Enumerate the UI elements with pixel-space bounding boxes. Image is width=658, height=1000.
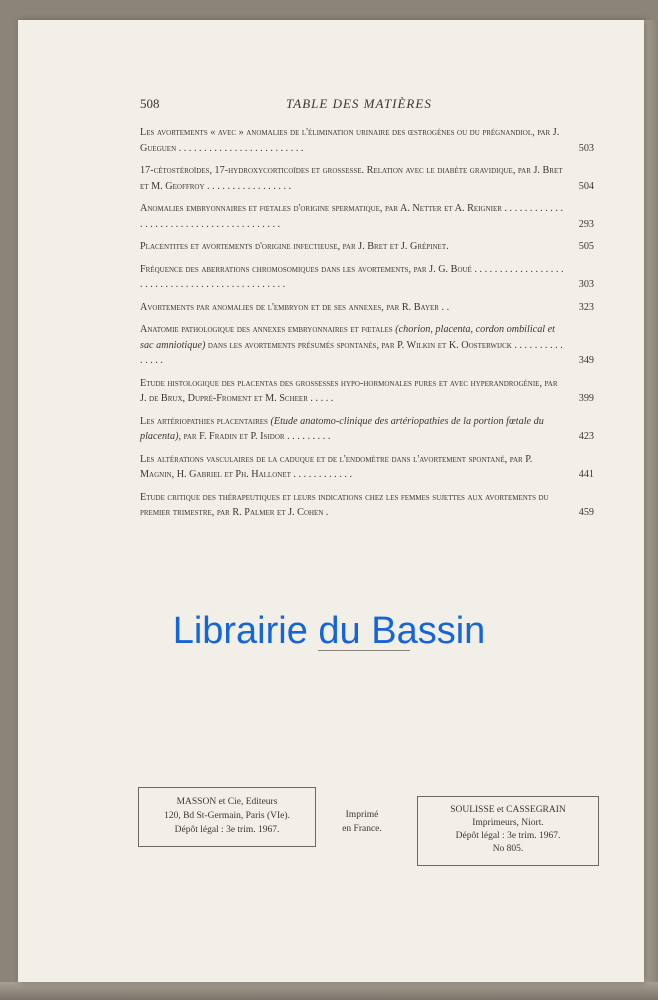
toc-entry: [140, 322, 594, 369]
toc-entry-page: 441: [578, 469, 594, 480]
imprint-line: MASSON et Cie, Editeurs: [176, 797, 278, 807]
toc-entry-text: Les altérations vasculaires de la caduque et de l'endomètre dans l'avortement spontané, par P. Magnin, H. Gabriel et Ph. Hallonet . . . . . . . . . . . .: [140, 453, 533, 480]
toc-entry-page: 349: [578, 355, 594, 366]
toc-entry-text: Fréquence des aberrations chromosomiques dans les avortements, par J. G. Boué . . . . . . . . . . . . . . . . . . . . . . . . . . . . . . . . . . . . . . . . . . . . . . .: [140, 263, 564, 290]
toc-entry: [140, 452, 594, 483]
imprint-line: No 805.: [492, 844, 524, 854]
toc-entry-page: 504: [578, 180, 594, 192]
toc-entry-text: Anomalies embryonnaires et fœtales d'origine spermatique, par A. Netter et A. Reignier . . . . . . . . . . . . . . . . . . . . . . . . . . . . . . . . . . . . . . . .: [140, 203, 564, 230]
toc-entry-page: 323: [578, 301, 594, 313]
toc-entry: [140, 414, 594, 445]
toc-entry-text: 17-cétostéroïdes, 17-hydroxycorticoïdes et grossesse. Relation avec le diabète gravidique, par J. Bret et M. Geoffroy . . . . . . . . . . . . . . . . .: [140, 165, 563, 192]
toc-entry-text: Anatomie pathologique des annexes embryonnaires et fœtales: [140, 324, 396, 335]
toc-entry-text-end: , par F. Fradin et P. Isidor . . . . . . . . .: [178, 431, 331, 442]
toc-entry-page: 399: [578, 393, 594, 404]
toc-entry: [140, 490, 594, 521]
toc-entry-italic: (chorion, placenta, cordon ombilical et sac amniotique): [140, 324, 556, 351]
toc-entry-page: 293: [578, 218, 594, 230]
toc-entry-page: 459: [578, 507, 594, 518]
publisher-imprint: [138, 787, 316, 847]
imprint-line: Dépôt légal : 3e trim. 1967.: [174, 825, 280, 835]
imprint-line: en France.: [342, 824, 382, 834]
imprint-line: Dépôt légal : 3e trim. 1967.: [455, 831, 561, 841]
page-number: 508: [140, 96, 160, 111]
watermark-text: Librairie du Bassin: [172, 610, 486, 652]
imprint-line: 120, Bd St-Germain, Paris (VIe).: [164, 811, 290, 821]
toc-entry-italic: (Etude anatomo-clinique des artériopathies de la portion fœtale du placenta): [140, 415, 544, 442]
toc-entry-text: Les avortements « avec » anomalies de l'élimination urinaire des œstrogènes ou du prégnandiol, par J. Gueguen . . . . . . . . . . . . . . . . . . . . . . . . .: [140, 127, 560, 154]
imprint-line: SOULISSE et CASSEGRAIN: [450, 805, 566, 815]
page-header: [140, 96, 594, 114]
toc-entry: [140, 163, 594, 194]
toc-entry-text: Placentites et avortements d'origine infectieuse, par J. Bret et J. Grépinet.: [140, 241, 449, 252]
toc-entry-page: 503: [578, 142, 594, 154]
toc-entry-text: Avortements par anomalies de l'embryon et de ses annexes, par R. Bayer . .: [140, 301, 450, 313]
page-bottom-edge: [0, 982, 658, 1000]
toc-entry: [140, 262, 594, 293]
table-of-contents: [140, 125, 594, 528]
imprint-line: Imprimeurs, Niort.: [472, 818, 544, 828]
toc-entry: [140, 201, 594, 232]
toc-entry-text: Les artériopathies placentaires: [140, 415, 271, 427]
toc-entry: [140, 376, 594, 407]
imprint-line: Imprimé: [345, 810, 379, 820]
toc-entry: [140, 300, 594, 316]
toc-entry-page: 505: [578, 241, 594, 252]
toc-entry-page: 303: [578, 279, 594, 290]
toc-entry-text: Etude critique des thérapeutiques et leurs indications chez les femmes sujettes aux avortements du premier trimestre, par R. Palmer et J. Cohen .: [140, 491, 549, 518]
toc-entry-text-end: dans les avortements présumés spontanés, par P. Wilkin et K. Oosterwijck . . . . . . . . . . . . . . .: [140, 339, 563, 366]
toc-entry: [140, 239, 594, 255]
running-title: TABLE DES MATIÈRES: [286, 96, 432, 111]
toc-entry-text: Etude histologique des placentas des grossesses hypo-hormonales pures et avec hyperandrogénie, par J. de Brux, Dupré-Froment et M. Scheer . . . . .: [140, 377, 558, 404]
toc-entry-page: 423: [578, 431, 594, 442]
toc-entry: [140, 125, 594, 156]
printer-imprint: [417, 796, 599, 866]
divider: [318, 650, 410, 651]
printed-in-note: [322, 808, 402, 836]
